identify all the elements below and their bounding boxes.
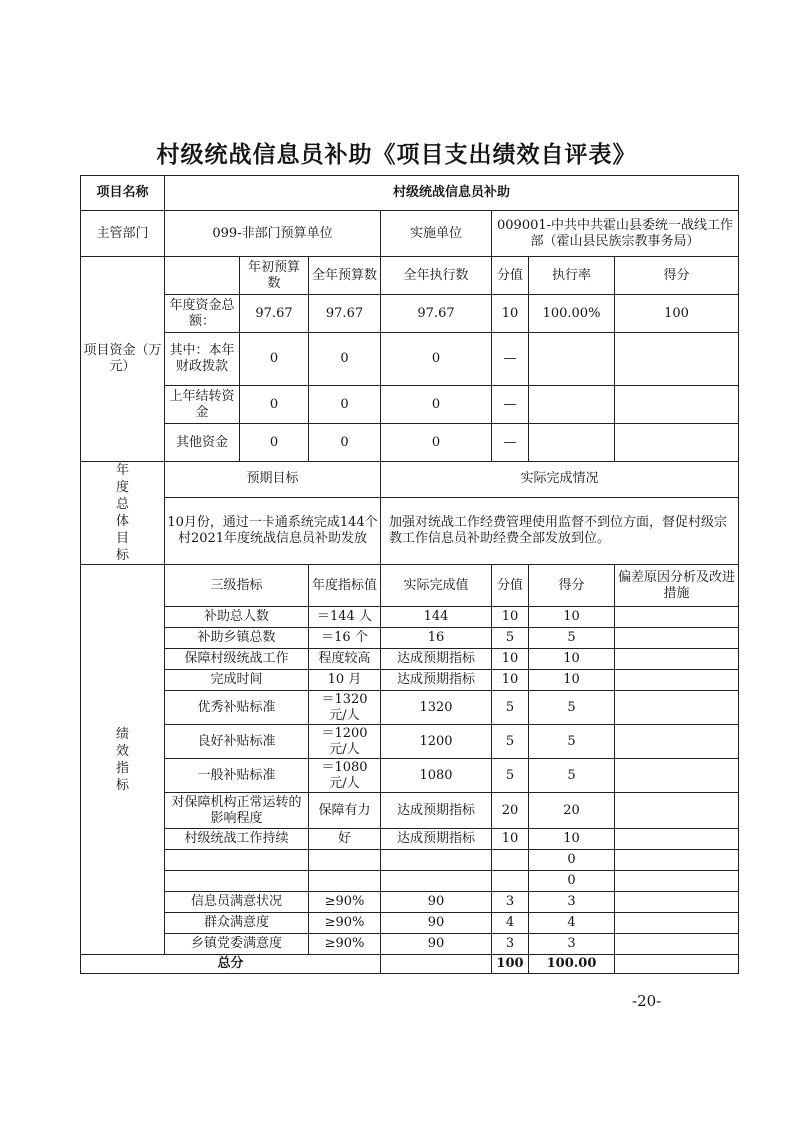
indicator-name: 群众满意度 bbox=[165, 913, 309, 934]
project-name-label: 项目名称 bbox=[81, 176, 165, 211]
indicator-actual bbox=[381, 850, 492, 871]
indicator-score: 10 bbox=[529, 670, 615, 691]
funds-row-initial: 0 bbox=[240, 386, 309, 424]
total-row bbox=[81, 955, 739, 974]
indicator-note bbox=[615, 670, 739, 691]
indicator-target: ≥90% bbox=[309, 913, 381, 934]
dept-label: 主管部门 bbox=[81, 211, 165, 257]
indicator-name: 完成时间 bbox=[165, 670, 309, 691]
indicator-score: 5 bbox=[529, 725, 615, 759]
indicator-actual: 90 bbox=[381, 913, 492, 934]
funds-row-annual: 0 bbox=[309, 386, 381, 424]
indicator-score: 0 bbox=[529, 850, 615, 871]
indicator-score: 10 bbox=[529, 607, 615, 628]
indicator-row bbox=[81, 829, 739, 850]
funds-blank-header bbox=[165, 257, 240, 295]
indicator-score: 0 bbox=[529, 871, 615, 892]
indicator-note bbox=[615, 725, 739, 759]
indicator-name bbox=[165, 850, 309, 871]
indicator-row bbox=[81, 725, 739, 759]
indicator-target: 程度较高 bbox=[309, 649, 381, 670]
funds-col-executed: 全年执行数 bbox=[381, 257, 492, 295]
funds-row-name: 年度资金总额： bbox=[165, 295, 240, 333]
indicator-score: 4 bbox=[529, 913, 615, 934]
funds-col-initial: 年初预算数 bbox=[240, 257, 309, 295]
indicator-actual: 达成预期指标 bbox=[381, 670, 492, 691]
indicator-name: 信息员满意状况 bbox=[165, 892, 309, 913]
indicators-header-row bbox=[81, 565, 739, 607]
indicator-note bbox=[615, 793, 739, 829]
funds-label: 项目资金（万元） bbox=[81, 257, 165, 462]
project-name-value: 村级统战信息员补助 bbox=[165, 176, 739, 211]
indicator-target: ＝16 个 bbox=[309, 628, 381, 649]
indicator-target: 10 月 bbox=[309, 670, 381, 691]
indicator-note bbox=[615, 913, 739, 934]
indicator-weight: 20 bbox=[492, 793, 529, 829]
indicator-note bbox=[615, 850, 739, 871]
funds-row bbox=[81, 386, 739, 424]
funds-row-rate bbox=[529, 424, 615, 462]
indicator-weight: 5 bbox=[492, 628, 529, 649]
indicator-target: ＝1080 元/人 bbox=[309, 759, 381, 793]
indicator-target: ＝1320 元/人 bbox=[309, 691, 381, 725]
indicator-actual: 达成预期指标 bbox=[381, 649, 492, 670]
indicator-row bbox=[81, 850, 739, 871]
indicator-note bbox=[615, 649, 739, 670]
indicator-target: ≥90% bbox=[309, 934, 381, 955]
funds-row-name: 其中：本年财政拨款 bbox=[165, 333, 240, 386]
indicator-note bbox=[615, 759, 739, 793]
total-label: 总分 bbox=[81, 955, 381, 974]
indicator-note bbox=[615, 691, 739, 725]
goals-expected-header: 预期目标 bbox=[165, 462, 381, 498]
goals-label: 年度总体目标 bbox=[81, 462, 165, 565]
funds-row-initial: 0 bbox=[240, 424, 309, 462]
funds-row-name: 上年结转资金 bbox=[165, 386, 240, 424]
funds-row-score: 100 bbox=[615, 295, 739, 333]
indicator-actual: 144 bbox=[381, 607, 492, 628]
indicator-weight: 4 bbox=[492, 913, 529, 934]
indicator-actual: 90 bbox=[381, 934, 492, 955]
funds-row-weight: — bbox=[492, 333, 529, 386]
indicator-actual bbox=[381, 871, 492, 892]
indicator-weight: 10 bbox=[492, 829, 529, 850]
goals-header-row bbox=[81, 462, 739, 498]
total-weight: 100 bbox=[492, 955, 529, 974]
project-name-row bbox=[81, 176, 739, 211]
indicator-weight bbox=[492, 871, 529, 892]
indicator-actual: 1080 bbox=[381, 759, 492, 793]
indicator-target: ＝1200 元/人 bbox=[309, 725, 381, 759]
indicator-weight: 5 bbox=[492, 725, 529, 759]
funds-row-score bbox=[615, 333, 739, 386]
indicator-note bbox=[615, 829, 739, 850]
indicator-row bbox=[81, 607, 739, 628]
funds-row bbox=[81, 333, 739, 386]
funds-row-initial: 97.67 bbox=[240, 295, 309, 333]
indicator-name: 一般补贴标准 bbox=[165, 759, 309, 793]
indicator-score: 5 bbox=[529, 759, 615, 793]
indicator-actual: 达成预期指标 bbox=[381, 793, 492, 829]
ind-col-score: 得分 bbox=[529, 565, 615, 607]
total-score: 100.00 bbox=[529, 955, 615, 974]
indicator-row bbox=[81, 691, 739, 725]
total-blank bbox=[381, 955, 492, 974]
indicator-name: 优秀补贴标准 bbox=[165, 691, 309, 725]
funds-row-annual: 0 bbox=[309, 424, 381, 462]
funds-row-score bbox=[615, 386, 739, 424]
funds-row-weight: — bbox=[492, 386, 529, 424]
indicator-row bbox=[81, 649, 739, 670]
funds-row-executed: 0 bbox=[381, 386, 492, 424]
indicator-row bbox=[81, 628, 739, 649]
indicator-target: 保障有力 bbox=[309, 793, 381, 829]
indicator-target: 好 bbox=[309, 829, 381, 850]
indicators-label: 绩效指标 bbox=[81, 565, 165, 955]
ind-col-target: 年度指标值 bbox=[309, 565, 381, 607]
funds-col-rate: 执行率 bbox=[529, 257, 615, 295]
funds-row-weight: — bbox=[492, 424, 529, 462]
indicator-row bbox=[81, 670, 739, 691]
indicator-note bbox=[615, 892, 739, 913]
goals-content-row bbox=[81, 497, 739, 564]
ind-col-name: 三级指标 bbox=[165, 565, 309, 607]
funds-row-rate bbox=[529, 386, 615, 424]
indicator-score: 3 bbox=[529, 892, 615, 913]
funds-row bbox=[81, 424, 739, 462]
indicator-name: 村级统战工作持续 bbox=[165, 829, 309, 850]
funds-row-rate bbox=[529, 333, 615, 386]
indicator-actual: 90 bbox=[381, 892, 492, 913]
department-row bbox=[81, 211, 739, 257]
funds-col-weight: 分值 bbox=[492, 257, 529, 295]
funds-row-executed: 0 bbox=[381, 333, 492, 386]
indicator-row bbox=[81, 892, 739, 913]
indicator-score: 5 bbox=[529, 628, 615, 649]
indicator-target: ≥90% bbox=[309, 892, 381, 913]
indicator-name: 保障村级统战工作 bbox=[165, 649, 309, 670]
impl-label: 实施单位 bbox=[381, 211, 492, 257]
funds-header-row bbox=[81, 257, 739, 295]
indicator-weight: 10 bbox=[492, 670, 529, 691]
indicator-score: 10 bbox=[529, 649, 615, 670]
total-note bbox=[615, 955, 739, 974]
indicator-note bbox=[615, 934, 739, 955]
dept-value: 099-非部门预算单位 bbox=[165, 211, 381, 257]
indicator-note bbox=[615, 871, 739, 892]
ind-col-note: 偏差原因分析及改进措施 bbox=[615, 565, 739, 607]
indicator-weight: 10 bbox=[492, 649, 529, 670]
indicator-row bbox=[81, 871, 739, 892]
indicator-target: ＝144 人 bbox=[309, 607, 381, 628]
indicator-name: 乡镇党委满意度 bbox=[165, 934, 309, 955]
funds-col-score: 得分 bbox=[615, 257, 739, 295]
indicator-target bbox=[309, 871, 381, 892]
indicator-score: 20 bbox=[529, 793, 615, 829]
indicator-score: 5 bbox=[529, 691, 615, 725]
goals-expected-text: 10月份，通过一卡通系统完成144个村2021年度统战信息员补助发放 bbox=[165, 497, 381, 564]
indicator-score: 3 bbox=[529, 934, 615, 955]
funds-row-executed: 97.67 bbox=[381, 295, 492, 333]
indicator-actual: 达成预期指标 bbox=[381, 829, 492, 850]
indicator-name bbox=[165, 871, 309, 892]
funds-row-weight: 10 bbox=[492, 295, 529, 333]
indicator-row bbox=[81, 934, 739, 955]
funds-row bbox=[81, 295, 739, 333]
indicator-note bbox=[615, 607, 739, 628]
ind-col-actual: 实际完成值 bbox=[381, 565, 492, 607]
funds-col-annual: 全年预算数 bbox=[309, 257, 381, 295]
indicator-note bbox=[615, 628, 739, 649]
indicator-actual: 1320 bbox=[381, 691, 492, 725]
funds-row-name: 其他资金 bbox=[165, 424, 240, 462]
indicator-weight bbox=[492, 850, 529, 871]
indicator-weight: 10 bbox=[492, 607, 529, 628]
indicator-name: 良好补贴标准 bbox=[165, 725, 309, 759]
goals-actual-text: 加强对统战工作经费管理使用监督不到位方面，督促村级宗教工作信息员补助经费全部发放到位。 bbox=[381, 497, 739, 564]
ind-col-weight: 分值 bbox=[492, 565, 529, 607]
indicator-score: 10 bbox=[529, 829, 615, 850]
funds-row-executed: 0 bbox=[381, 424, 492, 462]
impl-value: 009001-中共中共霍山县委统一战线工作部（霍山县民族宗教事务局） bbox=[492, 211, 739, 257]
indicator-weight: 3 bbox=[492, 892, 529, 913]
self-evaluation-table bbox=[80, 175, 739, 974]
indicator-name: 对保障机构正常运转的影响程度 bbox=[165, 793, 309, 829]
indicator-actual: 16 bbox=[381, 628, 492, 649]
page-number: -20- bbox=[632, 992, 662, 1010]
indicator-row bbox=[81, 793, 739, 829]
indicator-actual: 1200 bbox=[381, 725, 492, 759]
indicator-weight: 3 bbox=[492, 934, 529, 955]
funds-row-rate: 100.00% bbox=[529, 295, 615, 333]
indicator-name: 补助总人数 bbox=[165, 607, 309, 628]
funds-row-initial: 0 bbox=[240, 333, 309, 386]
indicator-weight: 5 bbox=[492, 691, 529, 725]
goals-actual-header: 实际完成情况 bbox=[381, 462, 739, 498]
indicator-name: 补助乡镇总数 bbox=[165, 628, 309, 649]
indicator-target bbox=[309, 850, 381, 871]
funds-row-annual: 0 bbox=[309, 333, 381, 386]
indicator-row bbox=[81, 913, 739, 934]
indicator-row bbox=[81, 759, 739, 793]
indicator-weight: 5 bbox=[492, 759, 529, 793]
funds-row-annual: 97.67 bbox=[309, 295, 381, 333]
funds-row-score bbox=[615, 424, 739, 462]
document-title: 村级统战信息员补助《项目支出绩效自评表》 bbox=[156, 141, 637, 168]
